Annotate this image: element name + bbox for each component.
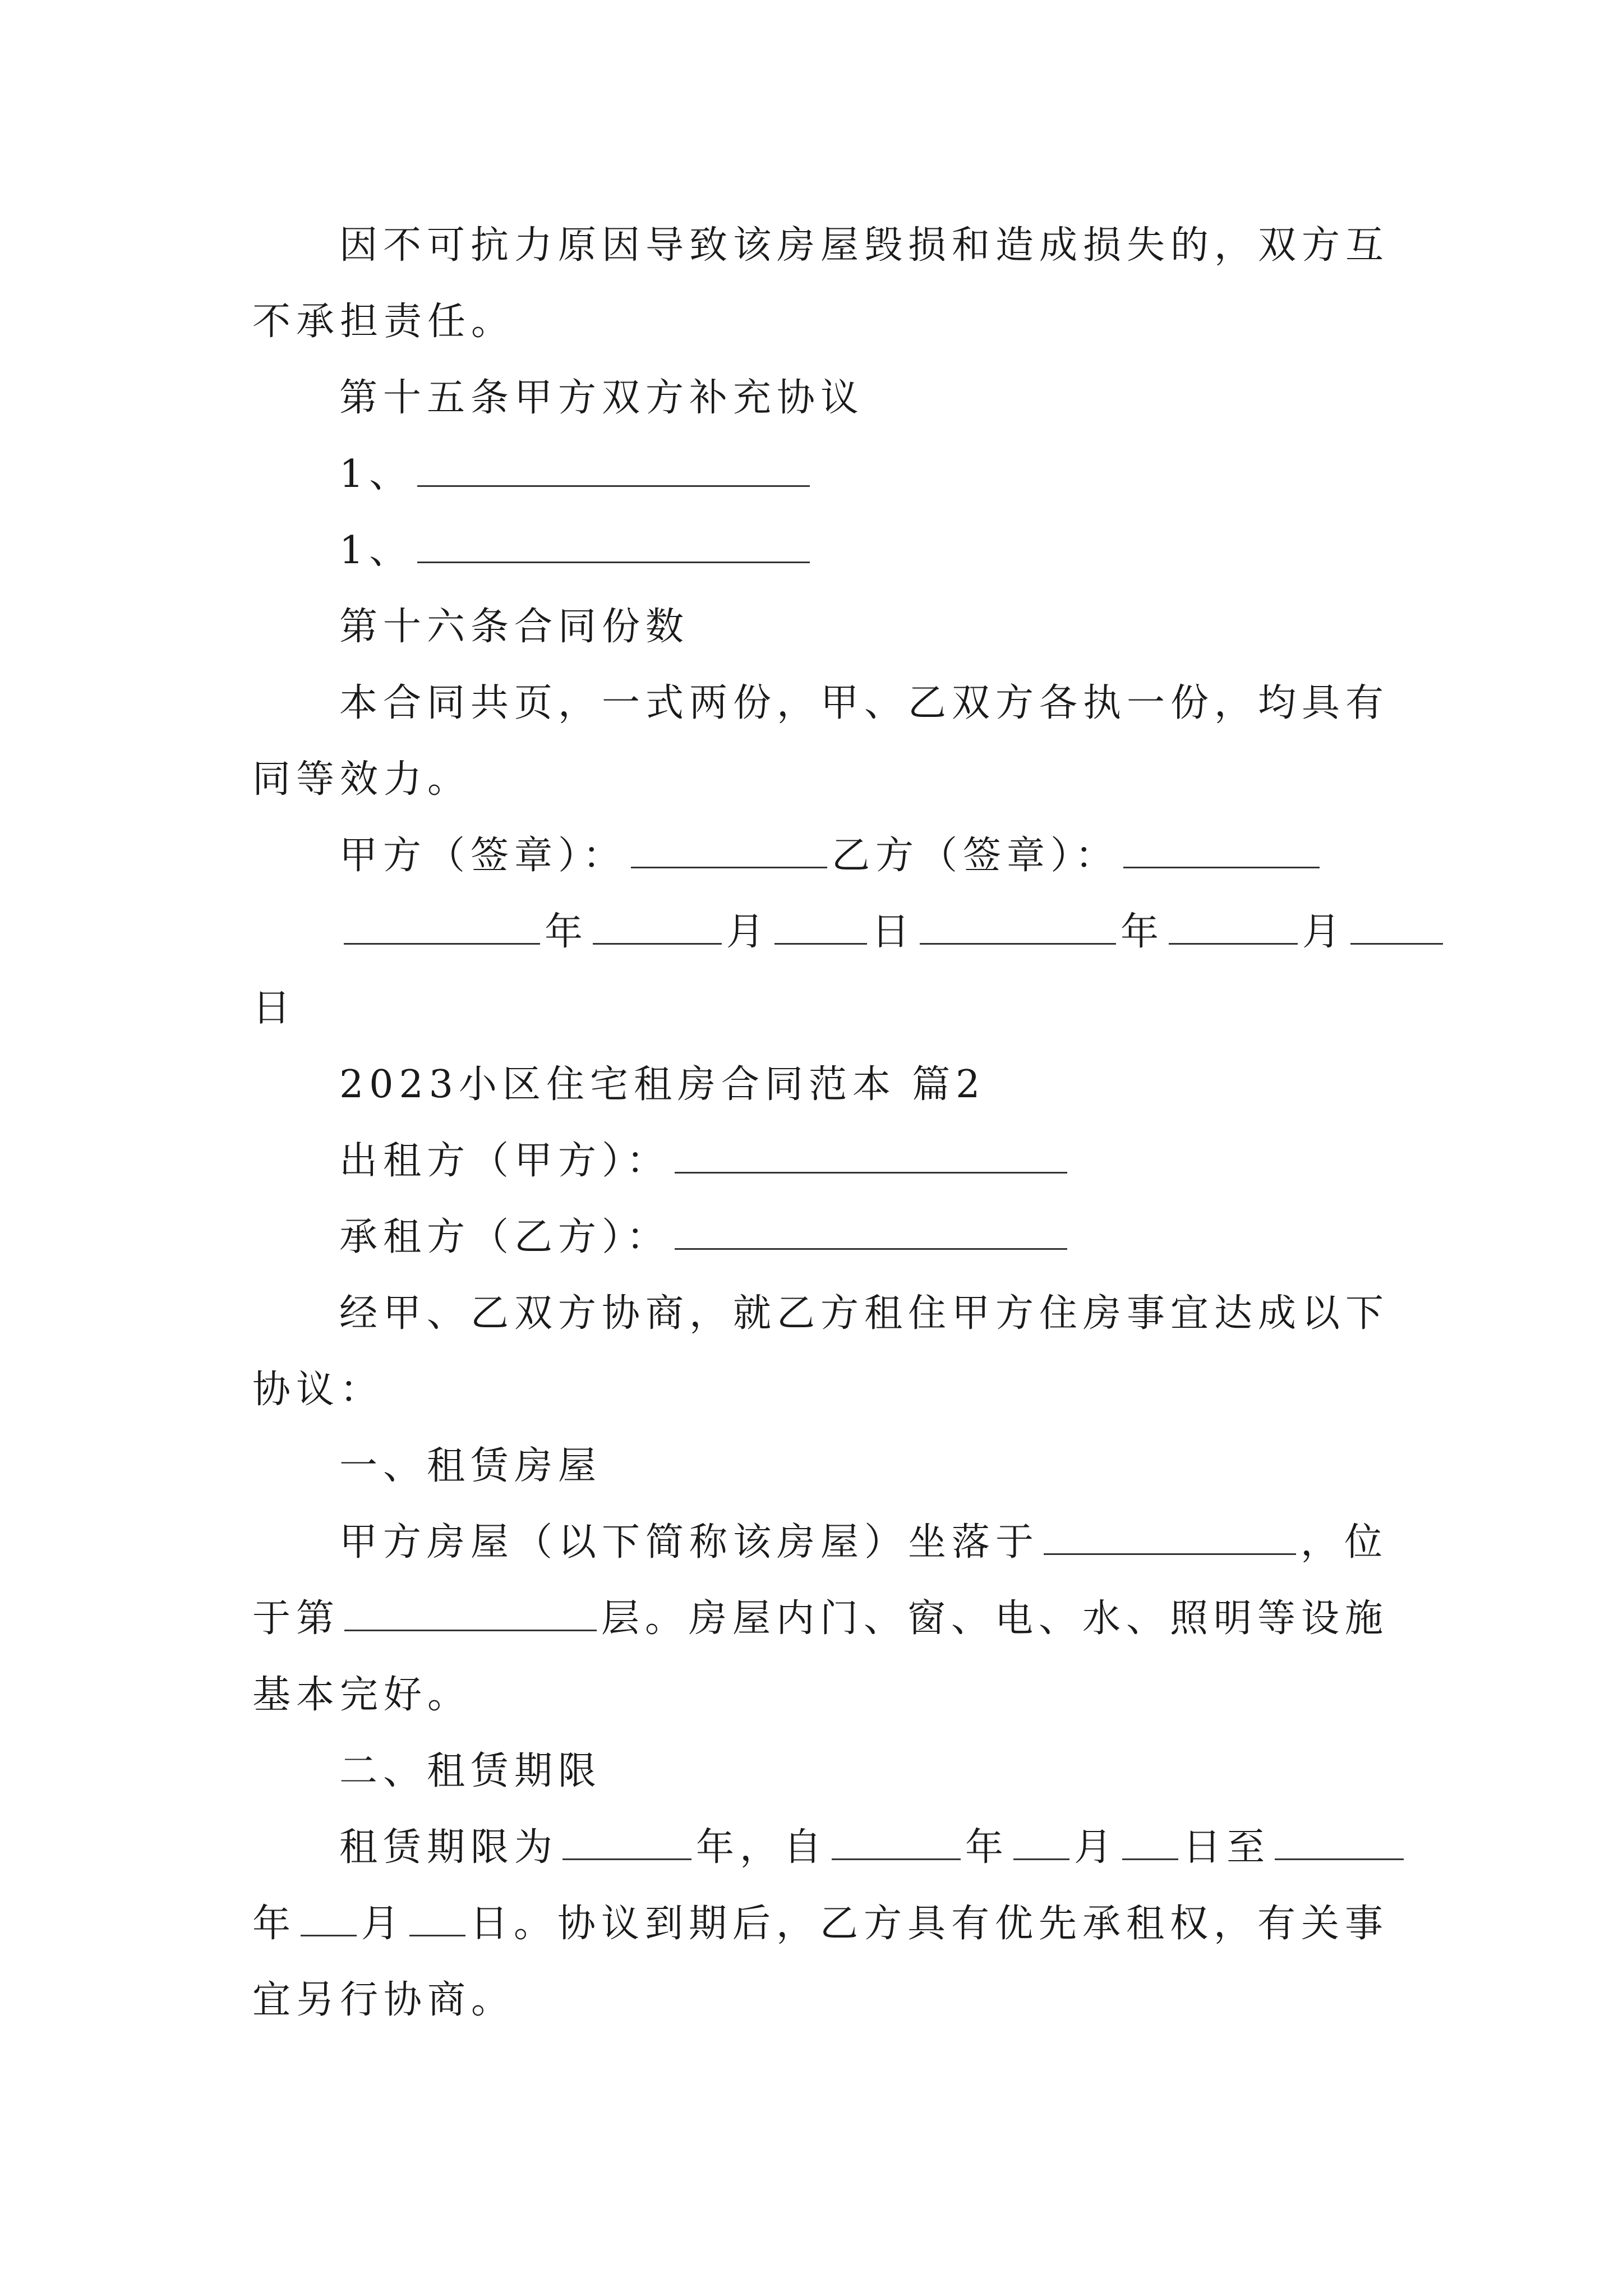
article-15-heading — [339, 360, 1374, 436]
fill-blank — [301, 1899, 357, 1936]
fill-blank — [675, 1136, 1067, 1174]
fill-blank — [774, 907, 867, 945]
lease-term-line3 — [252, 1962, 1374, 2039]
text: 协议： — [252, 1368, 384, 1412]
fill-blank — [344, 1594, 597, 1631]
copies-paragraph-line1 — [339, 665, 1390, 742]
supplement-item-1 — [339, 436, 1374, 513]
fill-blank — [562, 1823, 691, 1860]
date-line-continued — [252, 970, 1374, 1047]
text: 于第 — [252, 1596, 340, 1641]
house-location-line1 — [339, 1504, 1389, 1581]
text: 二、租赁期限 — [339, 1749, 602, 1793]
lessor-label: 出租方（甲方）： — [339, 1139, 671, 1183]
part-label: 篇2 — [912, 1062, 986, 1107]
month-label: 月 — [1302, 910, 1347, 954]
year-label: 年 — [1121, 910, 1165, 954]
fill-blank — [1013, 1823, 1069, 1860]
lease-term-line2 — [252, 1886, 1389, 1962]
house-location-line3 — [252, 1657, 1374, 1733]
text: 甲方房屋（以下简称该房屋）坐落于 — [339, 1520, 1040, 1565]
date-line — [339, 894, 1374, 970]
fill-blank — [631, 831, 827, 868]
text: 同等效力。 — [252, 757, 472, 802]
fill-blank — [344, 907, 540, 945]
article-2-heading — [339, 1733, 1374, 1810]
year-label: 年 — [545, 910, 589, 954]
fill-blank — [1169, 907, 1298, 945]
signature-line — [339, 818, 1374, 894]
text: 宜另行协商。 — [252, 1978, 515, 2022]
month-label: 月 — [1074, 1825, 1118, 1870]
text: 基本完好。 — [252, 1673, 472, 1717]
article-16-heading — [339, 589, 1374, 665]
agreement-intro-line1 — [339, 1276, 1390, 1352]
supplement-item-2 — [339, 513, 1374, 589]
text: 一、租赁房屋 — [339, 1444, 602, 1488]
fill-blank — [675, 1212, 1067, 1250]
fill-blank — [417, 449, 810, 487]
fill-blank — [832, 1823, 961, 1860]
text: 因不可抗力原因导致该房屋毁损和造成损失的，双方互 — [339, 223, 1390, 268]
item-number: 1、 — [339, 528, 413, 573]
lessee-label: 承租方（乙方）： — [339, 1215, 671, 1259]
party-b-signature-label: 乙方（签章）： — [832, 834, 1119, 878]
year-label: 年 — [965, 1825, 1009, 1870]
text: 第十六条合同份数 — [339, 605, 690, 649]
paragraph-force-majeure-line2 — [252, 284, 1374, 360]
fill-blank — [1123, 831, 1320, 868]
party-a-signature-label: 甲方（签章）： — [339, 834, 627, 878]
fill-blank — [1350, 907, 1443, 945]
text: ，位 — [1301, 1520, 1389, 1565]
month-label: 月 — [361, 1902, 405, 1946]
text: 第十五条甲方双方补充协议 — [339, 376, 865, 420]
copies-paragraph-line2 — [252, 742, 1374, 818]
text: 不承担责任。 — [252, 300, 515, 344]
text: 租赁期限为 — [339, 1825, 559, 1870]
fill-blank — [417, 526, 810, 563]
contract-title: 2023小区住宅租房合同范本 — [339, 1062, 897, 1107]
text: 年，自 — [696, 1825, 828, 1870]
year-label: 年 — [252, 1902, 297, 1946]
agreement-intro-line2 — [252, 1352, 1374, 1428]
text: 层。房屋内门、窗、电、水、照明等设施 — [601, 1596, 1389, 1641]
text: 日。协议到期后，乙方具有优先承租权，有关事 — [470, 1902, 1389, 1946]
fill-blank — [920, 907, 1116, 945]
day-label: 日 — [872, 910, 916, 954]
article-1-heading — [339, 1428, 1374, 1504]
lease-term-line1 — [339, 1810, 1374, 1886]
house-location-line2 — [252, 1581, 1389, 1657]
lessor-line — [339, 1123, 1374, 1199]
item-number: 1、 — [339, 452, 413, 496]
section-title — [339, 1047, 1374, 1123]
lessee-line — [339, 1199, 1374, 1276]
paragraph-force-majeure-line1 — [339, 208, 1390, 284]
fill-blank — [1122, 1823, 1178, 1860]
fill-blank — [1275, 1823, 1404, 1860]
day-label: 日 — [252, 986, 297, 1030]
text: 日至 — [1183, 1825, 1271, 1870]
text: 本合同共页，一式两份，甲、乙双方各执一份，均具有 — [339, 681, 1390, 725]
fill-blank — [409, 1899, 465, 1936]
month-label: 月 — [726, 910, 771, 954]
fill-blank — [1044, 1517, 1296, 1555]
fill-blank — [593, 907, 722, 945]
text: 经甲、乙双方协商，就乙方租住甲方住房事宜达成以下 — [339, 1291, 1390, 1336]
